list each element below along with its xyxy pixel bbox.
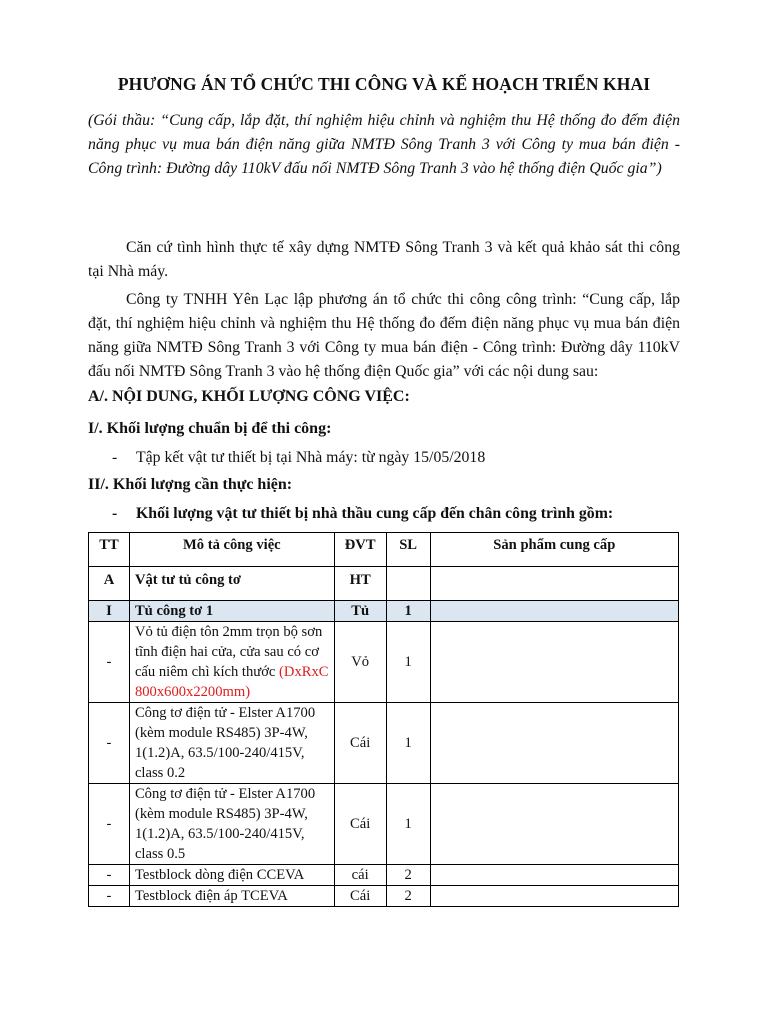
cell-product — [430, 622, 678, 703]
bullet-i-text: Tập kết vật tư thiết bị tại Nhà máy: từ ngày 15/05/2018 — [136, 449, 486, 466]
paragraph-2: Công ty TNHH Yên Lạc lập phương án tổ chức thi công công trình: “Cung cấp, lắp đặt, thí nghiệm hiệu chỉnh và nghiệm thu Hệ thống đo đếm điện năng phục vụ mua bán điện năng giữa NMTĐ Sông Tranh 3 với Công ty mua bán điện - Công trình: Đường dây 110kV đấu nối NMTĐ Sông Tranh 3 vào hệ thống điện Quốc gia” với các nội dung sau: — [88, 291, 680, 380]
subtitle: (Gói thầu: “Cung cấp, lắp đặt, thí nghiệm hiệu chỉnh và nghiệm thu Hệ thống đo đếm điện năng phục vụ mua bán điện năng giữa NMTĐ Sông Tranh 3 với Công ty mua bán điện - Công trình: Đường dây 110kV đấu nối NMTĐ Sông Tranh 3 vào hệ thống điện Quốc gia”) — [88, 112, 680, 177]
cell-unit: Tủ — [334, 601, 386, 622]
description-text: Vỏ tủ điện tôn 2mm trọn bộ sơn tĩnh điện hai cửa, cửa sau có cơ cấu niêm chì kích thước — [134, 624, 323, 680]
cell-description: Công tơ điện tử - Elster A1700 (kèm module RS485) 3P-4W, 1(1.2)A, 63.5/100-240/415V, class 0.5 — [129, 784, 334, 865]
materials-table — [88, 532, 679, 907]
bullet-ii-text: Khối lượng vật tư thiết bị nhà thầu cung cấp đến chân công trình gồm: — [136, 505, 614, 522]
page-title: PHƯƠNG ÁN TỔ CHỨC THI CÔNG VÀ KẾ HOẠCH TRIỂN KHAI — [117, 74, 651, 94]
header-product: Sản phẩm cung cấp — [430, 533, 678, 567]
cell-description: Testblock điện áp TCEVA — [129, 886, 334, 907]
cell-tt: - — [89, 886, 130, 907]
cell-product — [430, 567, 678, 601]
cell-description: Testblock dòng điện CCEVA — [129, 865, 334, 886]
cell-quantity: 2 — [386, 886, 430, 907]
cell-product — [430, 703, 678, 784]
cell-quantity — [386, 567, 430, 601]
table-subgroup-row — [89, 601, 679, 622]
cell-quantity: 1 — [386, 703, 430, 784]
cell-quantity: 1 — [386, 784, 430, 865]
table-row — [89, 886, 679, 907]
cell-tt: I — [89, 601, 130, 622]
cell-tt: - — [89, 784, 130, 865]
section-i-heading: I/. Khối lượng chuẩn bị để thi công: — [88, 420, 332, 437]
table-row — [89, 784, 679, 865]
table-row — [89, 703, 679, 784]
section-ii-heading: II/. Khối lượng cần thực hiện: — [88, 476, 293, 493]
header-description: Mô tả công việc — [129, 533, 334, 567]
section-a-heading: A/. NỘI DUNG, KHỐI LƯỢNG CÔNG VIỆC: — [88, 388, 410, 405]
dimension-note: (DxRxC 800x600x2200mm) — [134, 664, 329, 700]
cell-description — [129, 622, 334, 703]
bullet-dash: - — [112, 505, 118, 522]
cell-tt: A — [89, 567, 130, 601]
cell-tt: - — [89, 703, 130, 784]
bullet-i — [112, 449, 485, 467]
cell-tt: - — [89, 622, 130, 703]
header-quantity: SL — [386, 533, 430, 567]
cell-quantity: 1 — [386, 622, 430, 703]
cell-unit: cái — [334, 865, 386, 886]
header-unit: ĐVT — [334, 533, 386, 567]
bullet-ii — [112, 505, 613, 523]
table-header-row — [89, 533, 679, 567]
table-group-row — [89, 567, 679, 601]
cell-unit: Vỏ — [334, 622, 386, 703]
cell-product — [430, 784, 678, 865]
cell-unit: Cái — [334, 784, 386, 865]
cell-unit: Cái — [334, 703, 386, 784]
bullet-dash: - — [112, 449, 118, 466]
cell-product — [430, 865, 678, 886]
cell-description: Vật tư tủ công tơ — [129, 567, 334, 601]
cell-quantity: 1 — [386, 601, 430, 622]
cell-tt: - — [89, 865, 130, 886]
header-tt: TT — [89, 533, 130, 567]
table-row — [89, 622, 679, 703]
cell-unit: Cái — [334, 886, 386, 907]
paragraph-1: Căn cứ tình hình thực tế xây dựng NMTĐ Sông Tranh 3 và kết quả khảo sát thi công tại Nhà máy. — [88, 239, 680, 280]
cell-description: Công tơ điện tử - Elster A1700 (kèm module RS485) 3P-4W, 1(1.2)A, 63.5/100-240/415V, class 0.2 — [129, 703, 334, 784]
cell-product — [430, 886, 678, 907]
cell-unit: HT — [334, 567, 386, 601]
table-row — [89, 865, 679, 886]
cell-description: Tủ công tơ 1 — [129, 601, 334, 622]
cell-quantity: 2 — [386, 865, 430, 886]
cell-product — [430, 601, 678, 622]
